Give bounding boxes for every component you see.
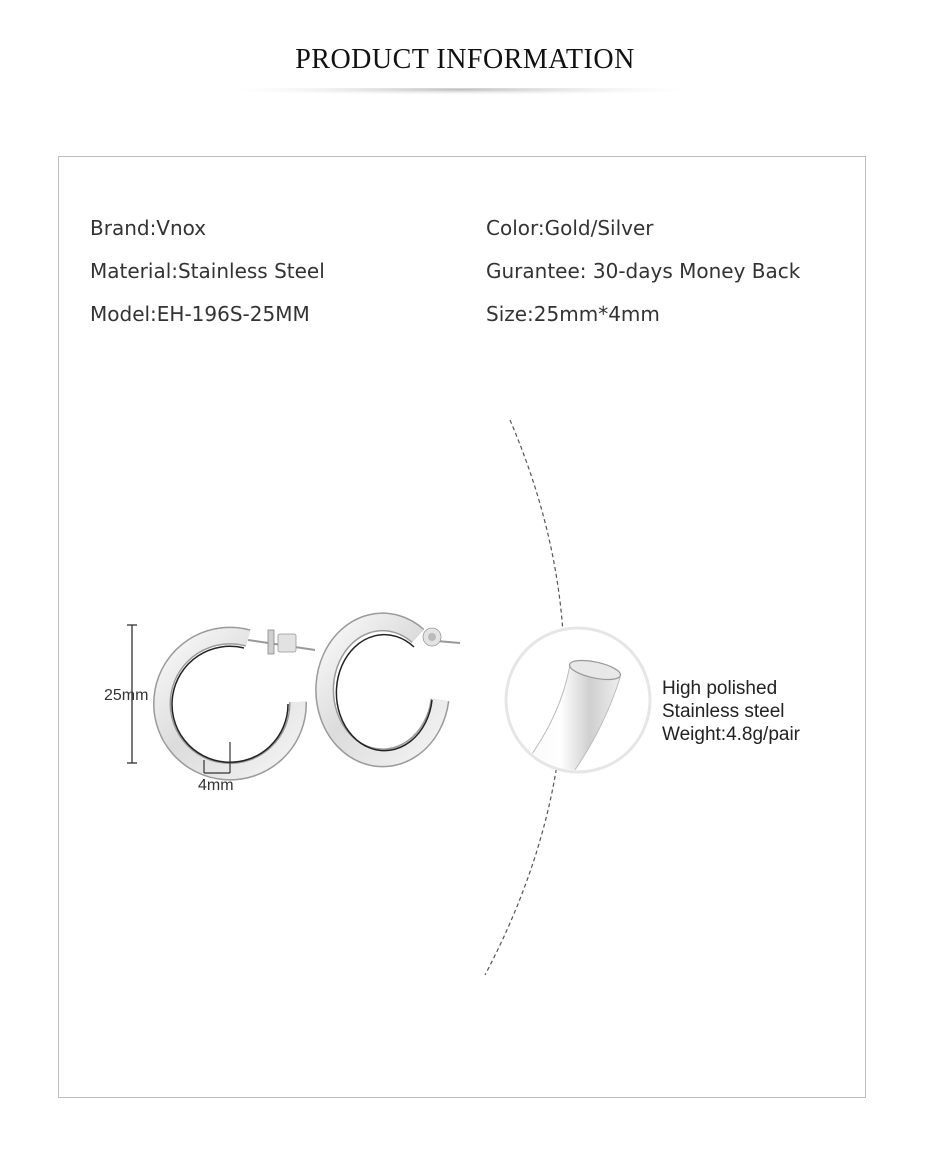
feature-material: Stainless steel <box>662 701 785 722</box>
page-title: PRODUCT INFORMATION <box>295 44 635 75</box>
zoom-detail-circle <box>500 620 660 790</box>
feature-weight: Weight:4.8g/pair <box>662 724 801 745</box>
spec-size: Size:25mm*4mm <box>486 302 660 326</box>
spec-brand: Brand:Vnox <box>90 216 207 240</box>
spec-color: Color:Gold/Silver <box>486 216 654 240</box>
earring-side-view <box>325 622 460 758</box>
thickness-label: 4mm <box>198 777 234 794</box>
feature-polish: High polished <box>662 678 778 699</box>
spec-material: Material:Stainless Steel <box>90 259 325 283</box>
spec-model: Model:EH-196S-25MM <box>90 302 310 326</box>
diameter-label: 25mm <box>104 687 149 704</box>
earring-front-view <box>162 630 315 772</box>
spec-guarantee: Gurantee: 30-days Money Back <box>486 259 801 283</box>
